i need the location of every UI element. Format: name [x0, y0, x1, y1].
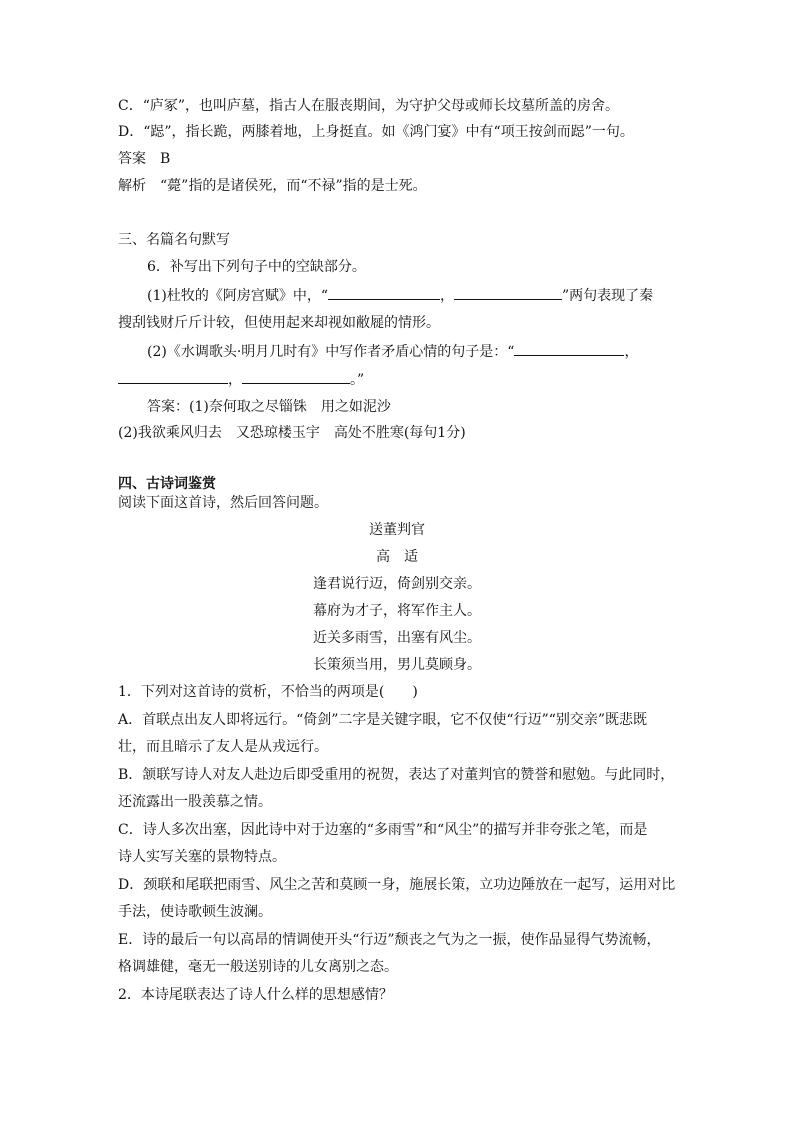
q6-2-end: ， [624, 344, 639, 360]
question-6-1 [147, 285, 653, 306]
option-d-line1: D．颈联和尾联把雨雪、风尘之苦和莫顾一身，施展长策，立功边陲放在一起写，运用对比 [118, 877, 676, 893]
q6-1-end: ”两句表现了秦 [562, 288, 654, 304]
q6-2-cont-mid: ， [228, 372, 242, 388]
option-e-line1: E．诗的最后一句以高昂的情调使开头“行迈”颓丧之气为之一振，使作品显得气势流畅， [118, 932, 661, 948]
question-1: 1．下列对这首诗的赏析，不恰当的两项是( ) [118, 684, 418, 700]
question-6-2-cont [118, 369, 364, 390]
answer-6-1: 答案：(1)奈何取之尽锱铢 用之如泥沙 [147, 399, 391, 415]
option-e-line2: 格调雄健，毫无一般送别诗的儿女离别之态。 [118, 959, 398, 975]
option-a-line2: 壮，而且暗示了友人是从戎远行。 [118, 739, 328, 755]
blank-1 [328, 285, 440, 300]
poem-line: 逢君说行迈，倚剑别交亲。 [313, 576, 481, 592]
poem-line: 幕府为才子，将军作主人。 [313, 603, 481, 619]
section4-intro: 阅读下面这首诗，然后回答问题。 [118, 495, 328, 511]
q6-2-cont-end: 。” [350, 372, 365, 388]
poem-author: 高 适 [376, 549, 418, 565]
analysis: 解析 “薨”指的是诸侯死，而“不禄”指的是士死。 [118, 178, 427, 194]
q6-2-start: (2)《水调歌头·明月几时有》中写作者矛盾心情的句子是：“ [147, 344, 515, 360]
option-c-line2: 诗人实写关塞的景物特点。 [118, 849, 286, 865]
blank-2 [454, 285, 562, 300]
poem-line: 近关多雨雪，出塞有风尘。 [313, 630, 481, 646]
answer-6-2: (2)我欲乘风归去 又恐琼楼玉宇 高处不胜寒(每句1分) [118, 425, 466, 441]
section4-heading: 四、古诗词鉴赏 [118, 476, 216, 492]
q6-1-mid: ， [440, 288, 454, 304]
option-d-line2: 手法，使诗歌顿生波澜。 [118, 904, 272, 920]
question-6: 6．补写出下列句子中的空缺部分。 [147, 259, 366, 275]
poem-title: 送董判官 [369, 522, 425, 538]
question-6-2 [147, 341, 638, 362]
blank-3 [514, 341, 624, 356]
option-c: C．“庐冢”，也叫庐墓，指古人在服丧期间，为守护父母或师长坟墓所盖的房舍。 [118, 98, 620, 114]
poem-line: 长策须当用，男儿莫顾身。 [313, 657, 481, 673]
answer: 答案 B [118, 151, 171, 167]
section3-heading: 三、名篇名句默写 [118, 232, 230, 248]
option-b-line1: B．颔联写诗人对友人赴边后即受重用的祝贺，表达了对董判官的赞誉和慰勉。与此同时， [118, 767, 675, 783]
option-c-line1: C．诗人多次出塞，因此诗中对于边塞的“多雨雪”和“风尘”的描写并非夸张之笔，而是 [118, 822, 648, 838]
blank-5 [242, 369, 350, 384]
option-a-line1: A．首联点出友人即将远行。“倚剑”二字是关键字眼，它不仅使“行迈”“别交亲”既悲既 [118, 712, 648, 728]
question-6-1-cont: 搜刮钱财斤斤计较，但使用起来却视如敝屣的情形。 [118, 315, 440, 331]
question-2: 2．本诗尾联表达了诗人什么样的思想感情？ [118, 987, 393, 1003]
option-d: D．“跽”，指长跪，两膝着地，上身挺直。如《鸿门宴》中有“项王按剑而跽”一句。 [118, 124, 634, 140]
option-b-line2: 还流露出一股羡慕之情。 [118, 794, 272, 810]
q6-1-start: (1)杜牧的《阿房宫赋》中，“ [147, 288, 328, 304]
blank-4 [118, 369, 228, 384]
